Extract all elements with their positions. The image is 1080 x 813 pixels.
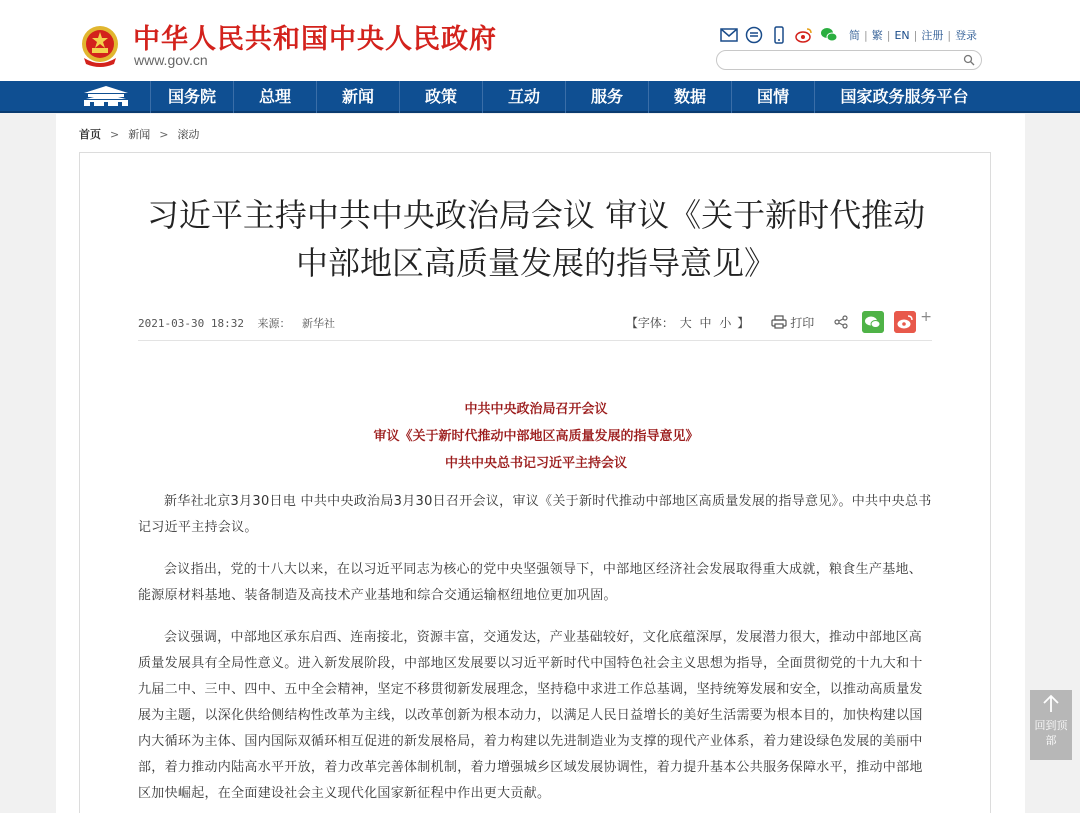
article-body	[138, 489, 934, 813]
lang-english-link[interactable]: EN	[894, 28, 910, 42]
printer-icon	[771, 315, 787, 329]
nav-item-data[interactable]: 数据	[648, 81, 731, 113]
main-nav	[0, 81, 1080, 113]
site-title[interactable]: 中华人民共和国中央人民政府	[133, 24, 497, 55]
search-icon[interactable]	[963, 54, 975, 66]
separator: |	[886, 28, 891, 42]
share-icon[interactable]	[834, 315, 848, 329]
source-label: 来源：	[257, 317, 291, 330]
breadcrumb-home[interactable]: 首页	[79, 128, 101, 141]
separator: |	[913, 28, 918, 42]
national-emblem-icon[interactable]	[80, 24, 120, 68]
font-size-large[interactable]: 大	[679, 315, 692, 330]
article-meta	[138, 309, 932, 341]
lang-simplified-link[interactable]: 简	[849, 29, 860, 42]
weibo-icon[interactable]	[795, 26, 813, 44]
article-date: 2021-03-30 18:32	[138, 317, 244, 330]
wechat-share-icon[interactable]	[862, 311, 884, 333]
article-lead	[80, 396, 992, 477]
lead-line: 中共中央总书记习近平主持会议	[444, 456, 627, 471]
tiananmen-icon[interactable]	[80, 84, 132, 108]
back-to-top-button[interactable]	[1030, 690, 1072, 760]
print-button[interactable]	[771, 314, 814, 331]
plus-icon[interactable]: +	[920, 309, 932, 325]
site-domain: www.gov.cn	[134, 52, 208, 68]
separator: |	[864, 28, 868, 42]
nav-item-interaction[interactable]: 互动	[482, 81, 565, 113]
breadcrumb	[79, 126, 199, 142]
print-label: 打印	[790, 315, 815, 330]
mail-icon[interactable]	[720, 26, 738, 44]
nav-item-premier[interactable]: 总理	[233, 81, 316, 113]
article-source: 新华社	[301, 317, 335, 330]
nav-item-gov-service-platform[interactable]: 国家政务服务平台	[814, 81, 994, 113]
font-size-control	[626, 314, 749, 331]
nav-item-news[interactable]: 新闻	[316, 81, 399, 113]
lang-traditional-link[interactable]: 繁	[871, 29, 883, 42]
font-size-medium[interactable]: 中	[699, 315, 712, 330]
font-size-end: 】	[737, 315, 750, 330]
article-meta-info	[138, 315, 335, 331]
lead-line: 审议《关于新时代推动中部地区高质量发展的指导意见》	[373, 429, 699, 444]
article-paragraph: 新华社北京3月30日电 中共中央政治局3月30日召开会议，审议《关于新时代推动中部地区高质量发展的指导意见》。中共中央总书记习近平主持会议。	[138, 494, 932, 535]
nav-item-service[interactable]: 服务	[565, 81, 648, 113]
login-link[interactable]: 登录	[955, 29, 978, 42]
chevron-right-icon: >	[110, 127, 120, 141]
article-title: 习近平主持中共中央政治局会议 审议《关于新时代推动中部地区高质量发展的指导意见》	[146, 196, 926, 282]
header-toolbar	[720, 24, 981, 46]
site-header	[0, 0, 1080, 81]
font-size-small[interactable]: 小	[719, 315, 732, 330]
arrow-up-icon	[1041, 694, 1061, 714]
wechat-icon[interactable]	[820, 26, 838, 44]
mobile-icon[interactable]	[770, 26, 788, 44]
back-to-top-label: 回到顶部	[1034, 719, 1068, 747]
article-paragraph: 会议强调，中部地区承东启西、连南接北，资源丰富，交通发达，产业基础较好，文化底蕴深厚，发展潜力很大，推动中部地区高质量发展具有全局性意义。进入新发展阶段，中部地区发展要以习近平新时代中国特色社会主义思想为指导，全面贯彻党的十九大和十九届二中、三中、四中、五中全会精神，坚定不移贯彻新发展理念，坚持稳中求进工作总基调，坚持统筹发展和安全，以推动高质量发展为主题，以深化供给侧结构性改革为主线，以改革创新为根本动力，以满足人民日益增长的美好生活需要为根本目的，加快构建以国内大循环为主体、国内国际双循环相互促进的新发展格局，着力构建以先进制造业为支撑的现代产业体系，着力建设绿色发展的美丽中部，着力推动内陆高水平开放，着力改革完善体制机制，着力增强城乡区域发展协调性，着力提升基本公共服务保障水平，推动中部地区加快崛起，在全面建设社会主义现代化国家新征程中作出更大贡献。	[138, 630, 923, 801]
search-input[interactable]	[716, 50, 982, 70]
nav-items	[150, 81, 994, 113]
article-paragraph: 会议指出，党的十八大以来，在以习近平同志为核心的党中央坚强领导下，中部地区经济社会发展取得重大成就，粮食生产基地、能源原材料基地、装备制造及高技术产业基地和综合交通运输枢纽地位更加巩固。	[138, 562, 923, 603]
breadcrumb-news[interactable]: 新闻	[128, 128, 151, 141]
register-link[interactable]: 注册	[921, 29, 944, 42]
breadcrumb-rolling[interactable]: 滚动	[177, 128, 200, 141]
article	[79, 152, 991, 813]
lead-line: 中共中央政治局召开会议	[464, 402, 608, 417]
page-container	[56, 114, 1025, 813]
rss-icon[interactable]	[745, 26, 763, 44]
font-size-label: 【字体：	[625, 315, 674, 330]
weibo-share-icon[interactable]	[894, 311, 916, 333]
nav-item-policy[interactable]: 政策	[399, 81, 482, 113]
separator: |	[947, 28, 952, 42]
chevron-right-icon: >	[159, 127, 169, 141]
article-tools	[626, 309, 932, 335]
nav-item-state-council[interactable]: 国务院	[150, 81, 233, 113]
nav-item-national-info[interactable]: 国情	[731, 81, 814, 113]
